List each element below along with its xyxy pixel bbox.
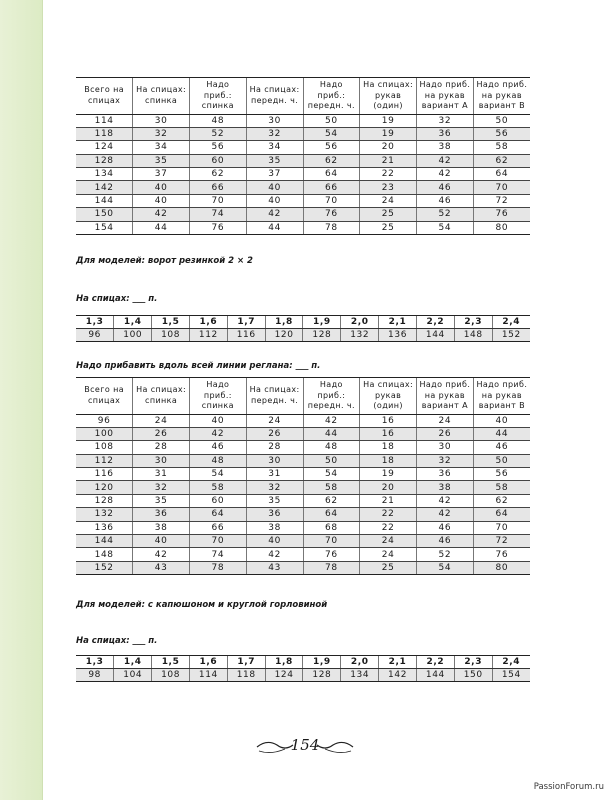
size-cell: 1,8: [265, 316, 303, 329]
table-cell: 38: [133, 521, 190, 534]
size-cell: 114: [189, 669, 227, 682]
table-cell: 120: [76, 481, 133, 494]
table-cell: 74: [190, 208, 247, 221]
size-cell: 152: [492, 329, 530, 342]
table-cell: 70: [303, 194, 360, 207]
table-cell: 52: [417, 208, 474, 221]
table-cell: 50: [303, 454, 360, 467]
table-cell: 40: [133, 181, 190, 194]
table-row: [76, 208, 530, 221]
table-cell: 50: [473, 114, 530, 127]
table-cell: 21: [360, 494, 417, 507]
table-cell: 42: [190, 427, 247, 440]
watermark-text: PassionForum.ru: [533, 782, 604, 792]
table-row: [76, 508, 530, 521]
note-rib-collar: Для моделей: ворот резинкой 2 × 2: [76, 256, 253, 266]
size-cell: 1,3: [76, 656, 114, 669]
table-cell: 62: [190, 168, 247, 181]
table-cell: 76: [473, 208, 530, 221]
column-header: Надо приб.: спинка: [190, 378, 247, 415]
size-cell: 144: [416, 669, 454, 682]
size-cell: 148: [454, 329, 492, 342]
table-cell: 44: [246, 221, 303, 234]
size-cell: 1,6: [189, 656, 227, 669]
table-cell: 22: [360, 508, 417, 521]
table-cell: 56: [190, 141, 247, 154]
table-cell: 31: [246, 468, 303, 481]
note-stitches-on-needles-2: На спицах: ___ п.: [76, 636, 158, 646]
table-cell: 40: [133, 194, 190, 207]
table-cell: 124: [76, 141, 133, 154]
table-cell: 37: [133, 168, 190, 181]
table-cell: 32: [246, 127, 303, 140]
table-row: [76, 441, 530, 454]
table-knitting-sizes-1: [76, 77, 530, 235]
table-cell: 58: [303, 481, 360, 494]
table-cell: 62: [303, 494, 360, 507]
table-row: [76, 548, 530, 561]
table-cell: 72: [473, 194, 530, 207]
table-cell: 66: [190, 521, 247, 534]
table-cell: 38: [417, 481, 474, 494]
table-cell: 42: [417, 494, 474, 507]
column-header: На спицах: спинка: [133, 378, 190, 415]
size-cell: 120: [265, 329, 303, 342]
table-cell: 66: [303, 181, 360, 194]
size-cell: 96: [76, 329, 114, 342]
table-cell: 40: [190, 414, 247, 427]
column-header: Надо приб. на рукав вариант В: [473, 78, 530, 115]
table-cell: 31: [133, 468, 190, 481]
table-knitting-sizes-2: [76, 377, 530, 575]
column-header: Надо приб. на рукав вариант А: [417, 78, 474, 115]
table-cell: 42: [246, 208, 303, 221]
table-cell: 144: [76, 535, 133, 548]
table-cell: 32: [133, 127, 190, 140]
column-header: Надо приб.: передн. ч.: [303, 78, 360, 115]
table-cell: 30: [417, 441, 474, 454]
table-cell: 54: [303, 127, 360, 140]
table-cell: 150: [76, 208, 133, 221]
table-cell: 30: [246, 114, 303, 127]
table-cell: 19: [360, 127, 417, 140]
table-cell: 26: [417, 427, 474, 440]
table-header-row: [76, 378, 530, 415]
table-cell: 26: [133, 427, 190, 440]
table-cell: 32: [246, 481, 303, 494]
size-cell: 100: [114, 329, 152, 342]
table-cell: 62: [303, 154, 360, 167]
table-cell: 42: [133, 548, 190, 561]
size-cell: 154: [492, 669, 530, 682]
table-cell: 116: [76, 468, 133, 481]
size-cell: 112: [189, 329, 227, 342]
table-cell: 24: [360, 535, 417, 548]
table-cell: 78: [303, 561, 360, 574]
table-cell: 76: [190, 221, 247, 234]
size-cell: 1,7: [227, 656, 265, 669]
table-cell: 30: [246, 454, 303, 467]
size-cell: 2,4: [492, 656, 530, 669]
table-cell: 46: [417, 181, 474, 194]
table-cell: 62: [473, 154, 530, 167]
table-cell: 56: [303, 141, 360, 154]
table-cell: 58: [190, 481, 247, 494]
table-cell: 74: [190, 548, 247, 561]
column-header: На спицах: рукав (один): [360, 378, 417, 415]
size-cell: 118: [227, 669, 265, 682]
size-row-stitches: [76, 329, 530, 342]
size-cell: 132: [341, 329, 379, 342]
table-row: [76, 561, 530, 574]
table-cell: 100: [76, 427, 133, 440]
table-cell: 144: [76, 194, 133, 207]
table-cell: 56: [473, 468, 530, 481]
size-cell: 2,1: [379, 316, 417, 329]
table-cell: 148: [76, 548, 133, 561]
table-cell: 46: [417, 521, 474, 534]
table-cell: 23: [360, 181, 417, 194]
table-cell: 22: [360, 168, 417, 181]
table-cell: 24: [133, 414, 190, 427]
table-cell: 44: [303, 427, 360, 440]
table-cell: 36: [246, 508, 303, 521]
table-cell: 35: [246, 494, 303, 507]
table-cell: 70: [473, 521, 530, 534]
table-cell: 64: [303, 168, 360, 181]
table-cell: 18: [360, 454, 417, 467]
table-row: [76, 168, 530, 181]
table-cell: 64: [303, 508, 360, 521]
size-cell: 1,4: [114, 316, 152, 329]
table-row: [76, 535, 530, 548]
table-cell: 54: [417, 221, 474, 234]
table-cell: 30: [133, 114, 190, 127]
column-header: Надо приб. на рукав вариант А: [417, 378, 474, 415]
table-cell: 42: [417, 154, 474, 167]
size-cell: 1,9: [303, 316, 341, 329]
table-cell: 154: [76, 221, 133, 234]
green-side-stripe: [0, 0, 43, 800]
table-cell: 40: [473, 414, 530, 427]
table-cell: 36: [133, 508, 190, 521]
table-cell: 58: [473, 481, 530, 494]
table-cell: 72: [473, 535, 530, 548]
size-table-2: [76, 655, 530, 682]
table-cell: 35: [133, 154, 190, 167]
table-row: [76, 468, 530, 481]
size-row-gauge: [76, 656, 530, 669]
table-cell: 19: [360, 468, 417, 481]
size-cell: 2,0: [341, 316, 379, 329]
table-cell: 32: [417, 454, 474, 467]
table-cell: 70: [190, 194, 247, 207]
size-cell: 124: [265, 669, 303, 682]
table-row: [76, 127, 530, 140]
table-cell: 48: [190, 454, 247, 467]
table-cell: 40: [246, 181, 303, 194]
table-cell: 76: [473, 548, 530, 561]
table-cell: 114: [76, 114, 133, 127]
size-row-stitches: [76, 669, 530, 682]
size-cell: 150: [454, 669, 492, 682]
table-cell: 18: [360, 441, 417, 454]
table-cell: 52: [417, 548, 474, 561]
table-cell: 64: [190, 508, 247, 521]
table-cell: 46: [417, 535, 474, 548]
table-cell: 36: [417, 127, 474, 140]
table-cell: 16: [360, 427, 417, 440]
table-cell: 43: [246, 561, 303, 574]
table-row: [76, 141, 530, 154]
size-cell: 144: [416, 329, 454, 342]
note-hood-round-neck: Для моделей: с капюшоном и круглой горловиной: [76, 600, 328, 610]
table-cell: 24: [360, 548, 417, 561]
table-cell: 36: [417, 468, 474, 481]
table-cell: 52: [190, 127, 247, 140]
table-cell: 54: [190, 468, 247, 481]
note-stitches-on-needles-1: На спицах: ___ п.: [76, 294, 158, 304]
table-cell: 35: [246, 154, 303, 167]
page-number-block: [255, 733, 355, 761]
table-row: [76, 454, 530, 467]
table-cell: 26: [246, 427, 303, 440]
table-cell: 24: [360, 194, 417, 207]
table-cell: 38: [246, 521, 303, 534]
size-cell: 2,4: [492, 316, 530, 329]
column-header: Надо приб.: передн. ч.: [303, 378, 360, 415]
table-cell: 42: [417, 168, 474, 181]
table-cell: 28: [133, 441, 190, 454]
size-cell: 116: [227, 329, 265, 342]
table-cell: 38: [417, 141, 474, 154]
table-cell: 128: [76, 494, 133, 507]
table-cell: 62: [473, 494, 530, 507]
table-cell: 68: [303, 521, 360, 534]
column-header: На спицах: спинка: [133, 78, 190, 115]
table-row: [76, 494, 530, 507]
size-cell: 1,7: [227, 316, 265, 329]
table-row: [76, 481, 530, 494]
table-cell: 78: [190, 561, 247, 574]
table-cell: 24: [417, 414, 474, 427]
size-cell: 128: [303, 669, 341, 682]
size-cell: 104: [114, 669, 152, 682]
table-cell: 20: [360, 141, 417, 154]
table-cell: 134: [76, 168, 133, 181]
table-cell: 136: [76, 521, 133, 534]
table-cell: 34: [246, 141, 303, 154]
table-cell: 42: [246, 548, 303, 561]
table-cell: 42: [133, 208, 190, 221]
table-cell: 46: [473, 441, 530, 454]
table-header-row: [76, 78, 530, 115]
column-header: На спицах: передн. ч.: [246, 378, 303, 415]
table-cell: 70: [190, 535, 247, 548]
table-cell: 34: [133, 141, 190, 154]
page-number: 154: [290, 736, 320, 754]
table-row: [76, 194, 530, 207]
table-cell: 28: [246, 441, 303, 454]
table-cell: 32: [417, 114, 474, 127]
table-cell: 60: [190, 494, 247, 507]
table-cell: 21: [360, 154, 417, 167]
column-header: Надо приб. на рукав вариант В: [473, 378, 530, 415]
table-cell: 42: [303, 414, 360, 427]
table-cell: 56: [473, 127, 530, 140]
table-cell: 50: [473, 454, 530, 467]
table-cell: 76: [303, 208, 360, 221]
table-cell: 37: [246, 168, 303, 181]
table-cell: 80: [473, 221, 530, 234]
size-cell: 2,2: [416, 656, 454, 669]
size-cell: 98: [76, 669, 114, 682]
size-cell: 2,2: [416, 316, 454, 329]
table-cell: 22: [360, 521, 417, 534]
table-cell: 32: [133, 481, 190, 494]
table-cell: 118: [76, 127, 133, 140]
table-cell: 48: [190, 114, 247, 127]
table-cell: 132: [76, 508, 133, 521]
size-cell: 108: [152, 329, 190, 342]
table-cell: 96: [76, 414, 133, 427]
table-cell: 46: [417, 194, 474, 207]
table-cell: 142: [76, 181, 133, 194]
table-cell: 54: [303, 468, 360, 481]
table-cell: 48: [303, 441, 360, 454]
table-cell: 44: [473, 427, 530, 440]
table-cell: 25: [360, 561, 417, 574]
column-header: Всего на спицах: [76, 78, 133, 115]
table-cell: 50: [303, 114, 360, 127]
table-cell: 70: [473, 181, 530, 194]
table-row: [76, 221, 530, 234]
table-cell: 78: [303, 221, 360, 234]
table-cell: 30: [133, 454, 190, 467]
table-cell: 64: [473, 168, 530, 181]
table-cell: 16: [360, 414, 417, 427]
table-cell: 152: [76, 561, 133, 574]
size-cell: 1,8: [265, 656, 303, 669]
size-cell: 2,3: [454, 656, 492, 669]
size-cell: 1,5: [152, 656, 190, 669]
size-cell: 1,4: [114, 656, 152, 669]
size-cell: 142: [379, 669, 417, 682]
table-cell: 58: [473, 141, 530, 154]
column-header: На спицах: передн. ч.: [246, 78, 303, 115]
table-cell: 40: [133, 535, 190, 548]
table-cell: 108: [76, 441, 133, 454]
table-cell: 44: [133, 221, 190, 234]
table-cell: 35: [133, 494, 190, 507]
table-cell: 66: [190, 181, 247, 194]
table-cell: 64: [473, 508, 530, 521]
table-cell: 25: [360, 221, 417, 234]
note-raglan-increase: Надо прибавить вдоль всей линии реглана: ___ п.: [76, 361, 321, 371]
size-cell: 128: [303, 329, 341, 342]
size-cell: 1,5: [152, 316, 190, 329]
size-cell: 134: [341, 669, 379, 682]
table-cell: 20: [360, 481, 417, 494]
table-cell: 128: [76, 154, 133, 167]
size-cell: 1,3: [76, 316, 114, 329]
table-cell: 60: [190, 154, 247, 167]
table-cell: 24: [246, 414, 303, 427]
table-cell: 40: [246, 194, 303, 207]
column-header: Надо приб.: спинка: [190, 78, 247, 115]
size-row-gauge: [76, 316, 530, 329]
table-row: [76, 521, 530, 534]
table-row: [76, 427, 530, 440]
table-cell: 46: [190, 441, 247, 454]
table-row: [76, 414, 530, 427]
table-cell: 112: [76, 454, 133, 467]
table-cell: 25: [360, 208, 417, 221]
table-cell: 76: [303, 548, 360, 561]
size-cell: 136: [379, 329, 417, 342]
column-header: На спицах: рукав (один): [360, 78, 417, 115]
size-table-1: [76, 315, 530, 342]
table-cell: 70: [303, 535, 360, 548]
size-cell: 2,1: [379, 656, 417, 669]
table-row: [76, 181, 530, 194]
table-row: [76, 114, 530, 127]
size-cell: 1,9: [303, 656, 341, 669]
column-header: Всего на спицах: [76, 378, 133, 415]
table-cell: 54: [417, 561, 474, 574]
table-cell: 19: [360, 114, 417, 127]
table-cell: 42: [417, 508, 474, 521]
table-row: [76, 154, 530, 167]
table-cell: 43: [133, 561, 190, 574]
size-cell: 1,6: [189, 316, 227, 329]
size-cell: 108: [152, 669, 190, 682]
table-cell: 80: [473, 561, 530, 574]
size-cell: 2,0: [341, 656, 379, 669]
size-cell: 2,3: [454, 316, 492, 329]
table-cell: 40: [246, 535, 303, 548]
